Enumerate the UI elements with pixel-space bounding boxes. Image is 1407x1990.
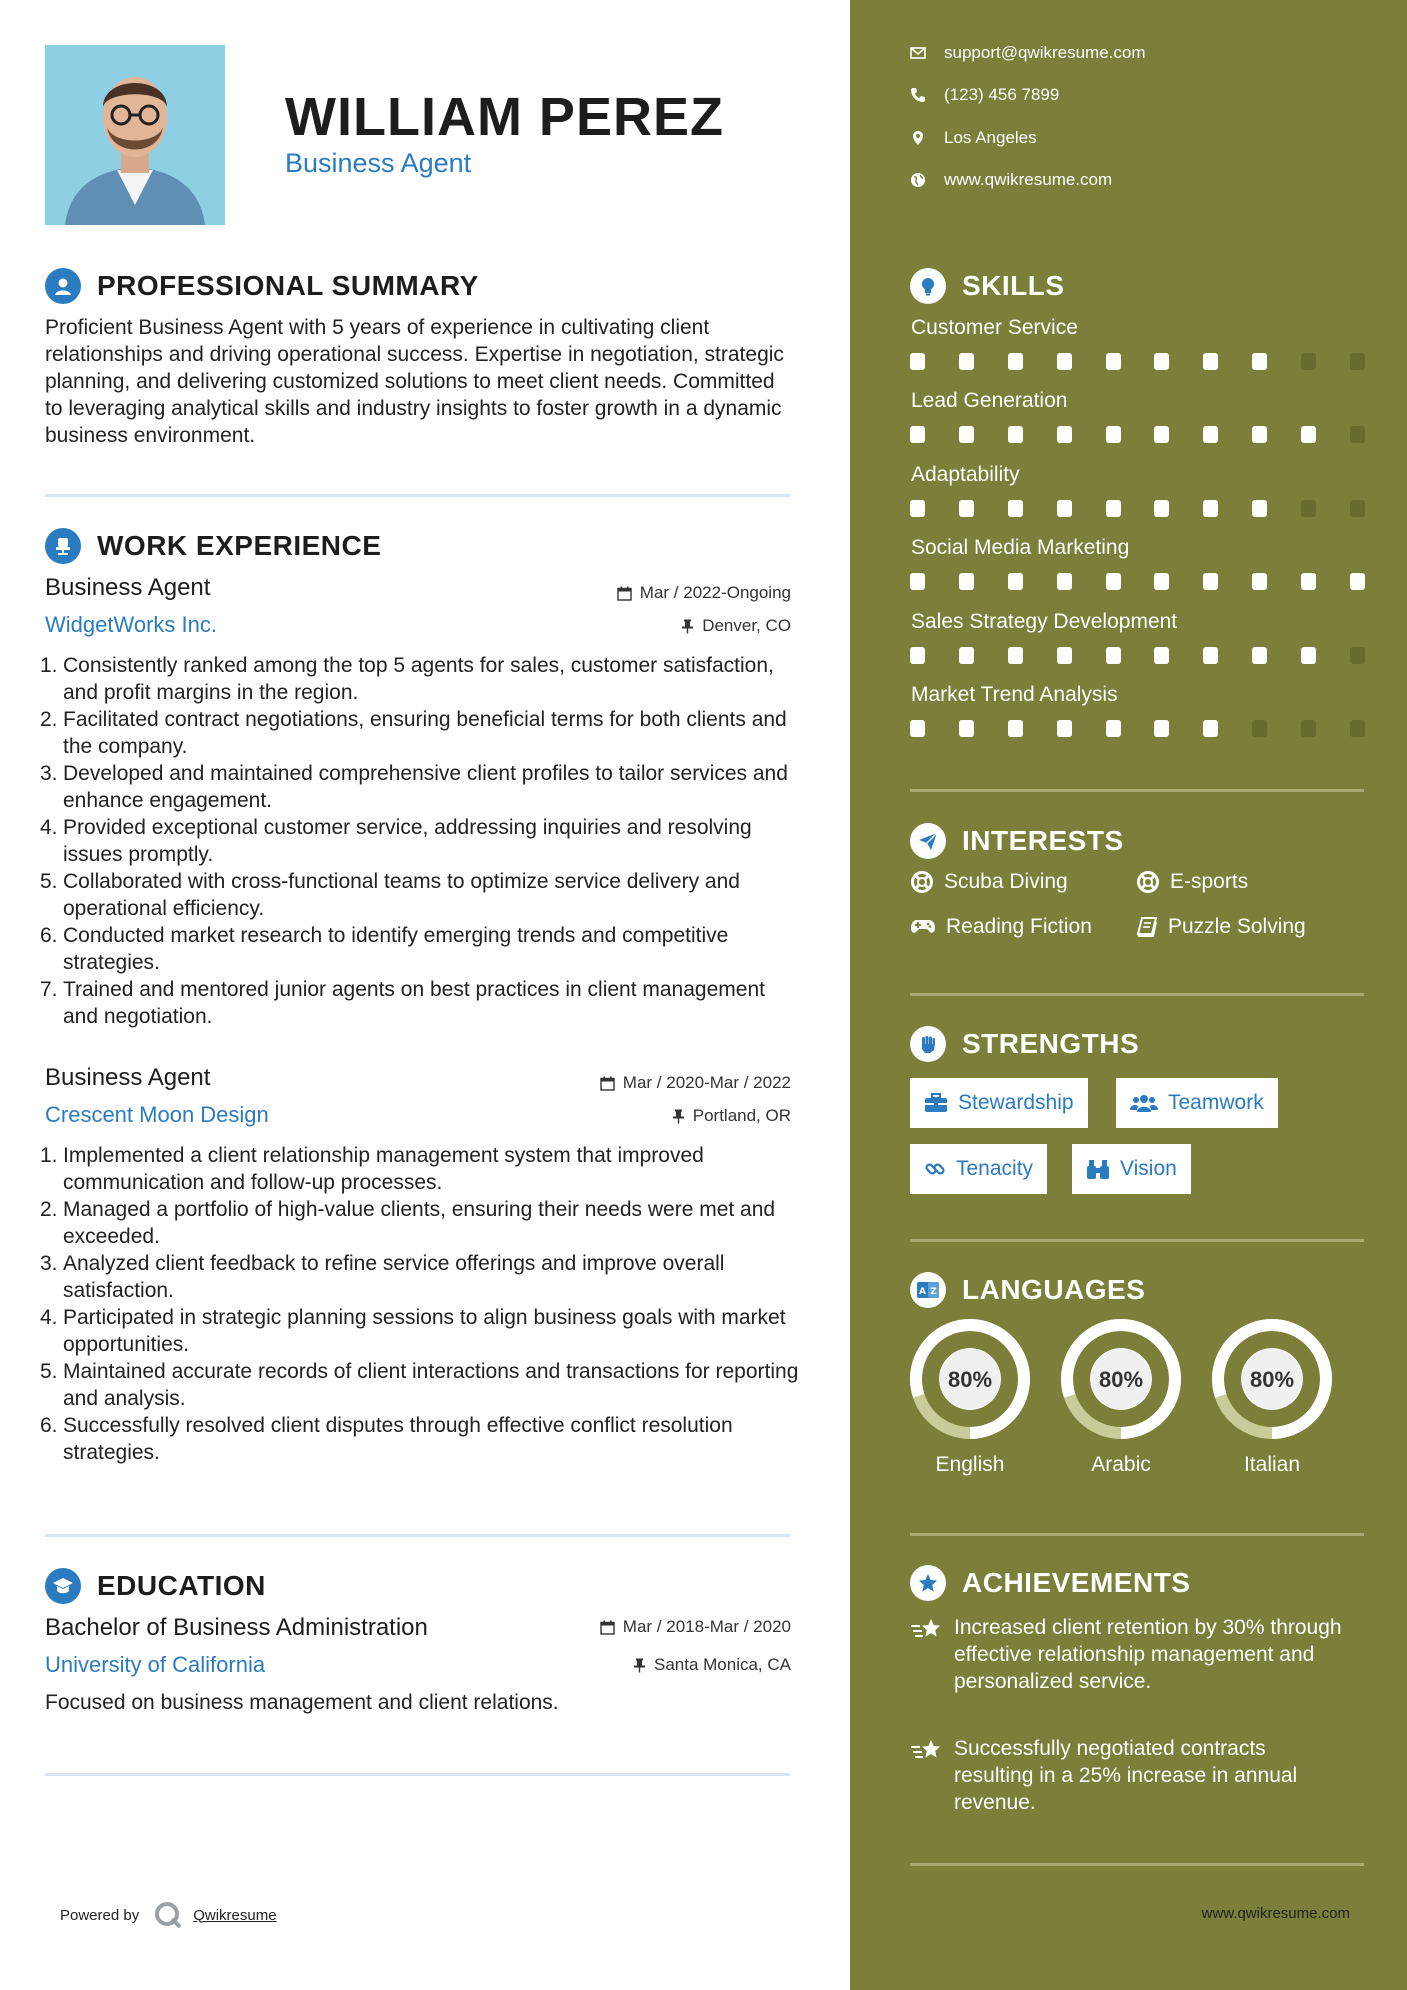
contact-email — [910, 43, 1146, 63]
education-date — [600, 1617, 791, 1637]
profile-photo — [45, 45, 225, 225]
skill-dot — [1203, 353, 1218, 370]
envelope-icon — [910, 46, 926, 60]
list-item: 6. Conducted market research to identify emerging trends and competitive strategies. — [40, 924, 729, 974]
interest-label: Reading Fiction — [946, 915, 1092, 938]
skill-name: Market Trend Analysis — [911, 683, 1118, 706]
skill-name: Customer Service — [911, 316, 1078, 339]
skill-dot — [1008, 647, 1023, 664]
job-location — [672, 1106, 791, 1126]
skill-dot — [1154, 500, 1169, 517]
skill-dot — [1252, 426, 1267, 443]
interest-item — [1136, 915, 1306, 939]
interest-label: E-sports — [1170, 870, 1249, 893]
achievement-item — [910, 1735, 1350, 1816]
gamepad-icon — [910, 918, 936, 936]
fist-icon — [910, 1026, 946, 1062]
skill-dot — [1008, 426, 1023, 443]
strength-chip — [1072, 1144, 1191, 1194]
contact-phone-text: (123) 456 7899 — [944, 85, 1060, 104]
life-ring-icon — [1136, 870, 1160, 894]
contact-location — [910, 128, 1037, 148]
contact-location-text: Los Angeles — [944, 128, 1037, 147]
contact-email-text[interactable]: support@qwikresume.com — [944, 43, 1146, 62]
skill-dot — [910, 353, 925, 370]
skills-title: SKILLS — [962, 270, 1065, 301]
language-ring — [1210, 1317, 1334, 1446]
strength-chip — [910, 1078, 1088, 1128]
interest-label: Scuba Diving — [944, 870, 1068, 893]
skill-dot — [1301, 426, 1316, 443]
education-date-text: Mar / 2018-Mar / 2020 — [622, 1617, 791, 1636]
skill-dot — [959, 720, 974, 737]
skill-name: Lead Generation — [911, 389, 1068, 412]
calendar-icon — [617, 586, 632, 601]
skill-dot — [1008, 353, 1023, 370]
book-icon — [1136, 916, 1158, 938]
divider — [45, 1534, 790, 1537]
skill-dot — [1301, 500, 1316, 517]
briefcase-icon — [924, 1093, 948, 1113]
summary-title: PROFESSIONAL SUMMARY — [97, 270, 479, 301]
svg-text:A: A — [919, 1287, 926, 1297]
school-name: University of California — [45, 1652, 266, 1677]
binoculars-icon — [1086, 1158, 1110, 1180]
list-item: 6. Successfully resolved client disputes through effective conflict resolution strategies. — [40, 1414, 733, 1464]
contact-website — [910, 170, 1112, 190]
skill-dot — [1301, 647, 1316, 664]
skill-rating — [910, 647, 1365, 664]
skill-dot — [910, 647, 925, 664]
shooting-star-icon — [910, 1737, 944, 1765]
list-item: 3. Analyzed client feedback to refine service offerings and improve overall satisfaction. — [40, 1252, 725, 1302]
skill-dot — [1057, 500, 1072, 517]
skill-rating — [910, 426, 1365, 443]
achievement-text: Successfully negotiated contracts resulting in a 25% increase in annual revenue. — [954, 1737, 1298, 1814]
shooting-star-icon — [910, 1616, 944, 1644]
education-location-text: Santa Monica, CA — [653, 1655, 791, 1674]
skill-dot — [910, 426, 925, 443]
link-icon — [924, 1158, 946, 1180]
skill-dot — [910, 573, 925, 590]
candidate-name: WILLIAM PEREZ — [285, 87, 724, 147]
divider — [910, 789, 1364, 792]
skill-dot — [1301, 720, 1316, 737]
degree-name: Bachelor of Business Administration — [45, 1614, 428, 1641]
skill-dot — [1203, 720, 1218, 737]
skill-dot — [1106, 647, 1121, 664]
skill-dot — [1203, 426, 1218, 443]
skill-dot — [1057, 573, 1072, 590]
calendar-icon — [600, 1620, 615, 1635]
divider — [910, 1239, 1364, 1242]
skill-dot — [910, 720, 925, 737]
graduation-cap-icon — [45, 1568, 81, 1604]
paper-plane-icon — [910, 823, 946, 859]
skill-name: Sales Strategy Development — [911, 610, 1178, 633]
skills-header — [910, 268, 1065, 304]
users-icon — [1130, 1093, 1158, 1113]
skill-rating — [910, 353, 1365, 370]
pin-icon — [672, 1109, 685, 1124]
skill-dot — [1252, 647, 1267, 664]
interest-item — [910, 870, 1068, 894]
language-progress-ring — [908, 1317, 1032, 1441]
divider — [910, 1533, 1364, 1536]
phone-icon — [910, 87, 926, 103]
skill-dot — [1154, 426, 1169, 443]
qwikresume-link[interactable]: Qwikresume — [193, 1906, 277, 1924]
skill-dot — [1008, 573, 1023, 590]
skill-dot — [910, 500, 925, 517]
skill-dot — [1301, 353, 1316, 370]
user-icon — [45, 268, 81, 304]
education-header — [45, 1568, 266, 1604]
skill-dot — [1350, 647, 1365, 664]
company-name: WidgetWorks Inc. — [45, 612, 217, 637]
contact-website-text[interactable]: www.qwikresume.com — [944, 170, 1113, 189]
list-item: 2. Managed a portfolio of high-value clients, ensuring their needs were met and exceeded. — [40, 1198, 776, 1248]
chair-icon — [45, 528, 81, 564]
interest-item — [910, 915, 1092, 939]
job-bullets — [40, 652, 800, 1030]
strengths-header — [910, 1026, 1139, 1062]
job-location-text: Portland, OR — [692, 1106, 791, 1125]
divider — [910, 993, 1364, 996]
language-name: Arabic — [1091, 1453, 1151, 1476]
company-name: Crescent Moon Design — [45, 1102, 269, 1127]
divider — [45, 494, 790, 497]
pin-icon — [633, 1658, 646, 1673]
list-item: 3. Developed and maintained comprehensive client profiles to tailor services and enhance engagement. — [40, 762, 788, 812]
education-location — [633, 1655, 791, 1675]
job-date-text: Mar / 2020-Mar / 2022 — [622, 1073, 791, 1092]
list-item: 1. Consistently ranked among the top 5 agents for sales, customer satisfaction, and profit margins in the region. — [40, 654, 774, 704]
skill-dot — [1252, 500, 1267, 517]
skill-dot — [959, 647, 974, 664]
skill-dot — [1252, 353, 1267, 370]
skill-dot — [1057, 426, 1072, 443]
skill-dot — [1008, 500, 1023, 517]
skill-dot — [1154, 647, 1169, 664]
education-title: EDUCATION — [97, 1570, 266, 1601]
skill-rating — [910, 720, 1365, 737]
powered-by-label: Powered by — [60, 1906, 140, 1924]
interest-item — [1136, 870, 1248, 894]
skill-dot — [1203, 647, 1218, 664]
skill-dot — [959, 353, 974, 370]
list-item: 1. Implemented a client relationship management system that improved communication and follow-up processes. — [40, 1144, 704, 1194]
skill-dot — [1106, 573, 1121, 590]
interests-header — [910, 823, 1124, 859]
experience-header — [45, 528, 381, 564]
job-date — [617, 583, 791, 603]
skill-dot — [1252, 720, 1267, 737]
list-item: 2. Facilitated contract negotiations, ensuring beneficial terms for both clients and the company. — [40, 708, 787, 758]
language-progress-ring — [1210, 1317, 1334, 1441]
language-percent: 80% — [1249, 1367, 1295, 1392]
skill-dot — [1301, 573, 1316, 590]
list-item: 5. Collaborated with cross-functional teams to optimize service delivery and operational efficiency. — [40, 870, 740, 920]
achievement-item — [910, 1614, 1350, 1695]
languages-header — [910, 1272, 1145, 1308]
experience-title: WORK EXPERIENCE — [97, 530, 382, 561]
skill-dot — [959, 426, 974, 443]
calendar-icon — [600, 1076, 615, 1091]
list-item: 7. Trained and mentored junior agents on best practices in client management and negotiation. — [40, 978, 765, 1028]
strength-chip — [910, 1144, 1047, 1194]
skill-name: Adaptability — [911, 463, 1020, 486]
skill-dot — [1057, 353, 1072, 370]
job-date-text: Mar / 2022-Ongoing — [639, 583, 791, 602]
star-icon — [910, 1565, 946, 1601]
interests-title: INTERESTS — [962, 825, 1124, 856]
strength-label: Tenacity — [956, 1157, 1034, 1180]
summary-header — [45, 268, 479, 304]
skill-dot — [1154, 353, 1169, 370]
language-percent: 80% — [947, 1367, 993, 1392]
skill-dot — [1154, 720, 1169, 737]
language-name: Italian — [1243, 1453, 1301, 1476]
divider — [910, 1863, 1364, 1866]
language-percent: 80% — [1098, 1367, 1144, 1392]
job-title: Business Agent — [45, 1064, 211, 1091]
strength-label: Stewardship — [958, 1091, 1074, 1114]
skill-rating — [910, 573, 1365, 590]
list-item: 4. Participated in strategic planning sessions to align business goals with market opportunities. — [40, 1306, 786, 1356]
education-description: Focused on business management and client relations. — [45, 1691, 559, 1714]
skill-dot — [1350, 353, 1365, 370]
qwikresume-logo-icon — [153, 1900, 183, 1930]
skill-dot — [1203, 573, 1218, 590]
language-icon — [910, 1272, 946, 1308]
job-location-text: Denver, CO — [702, 616, 791, 635]
skill-dot — [1106, 353, 1121, 370]
strengths-title: STRENGTHS — [962, 1028, 1140, 1059]
language-progress-ring — [1059, 1317, 1183, 1441]
list-item: 4. Provided exceptional customer service, addressing inquiries and resolving issues promptly. — [40, 816, 752, 866]
language-name: English — [935, 1453, 1005, 1476]
skill-rating — [910, 500, 1365, 517]
job-bullets — [40, 1142, 800, 1466]
summary-text: Proficient Business Agent with 5 years of experience in cultivating client relationships and driving operational success. Expertise in negotiation, strategic planning, and delivering customized solutions to meet client needs. Committed to leveraging analytical skills and industry insights to foster growth in a dynamic business environment. — [45, 316, 784, 447]
pin-icon — [681, 619, 694, 634]
skill-dot — [1350, 573, 1365, 590]
strength-label: Teamwork — [1168, 1091, 1264, 1114]
skill-dot — [1008, 720, 1023, 737]
divider — [45, 1773, 790, 1776]
job-location — [681, 616, 791, 636]
life-ring-icon — [910, 870, 934, 894]
languages-title: LANGUAGES — [962, 1274, 1146, 1305]
skill-dot — [1350, 426, 1365, 443]
achievement-text: Increased client retention by 30% through effective relationship management and personalized service. — [954, 1616, 1342, 1693]
interest-label: Puzzle Solving — [1168, 915, 1306, 938]
skill-dot — [1203, 500, 1218, 517]
achievements-header — [910, 1565, 1190, 1601]
achievements-title: ACHIEVEMENTS — [962, 1567, 1191, 1598]
powered-by — [60, 1900, 277, 1930]
skill-dot — [1106, 720, 1121, 737]
map-marker-icon — [910, 130, 926, 146]
list-item: 5. Maintained accurate records of client interactions and transactions for reporting and analysis. — [40, 1360, 799, 1410]
skill-dot — [959, 500, 974, 517]
skill-dot — [1057, 720, 1072, 737]
svg-text:Z: Z — [930, 1287, 937, 1297]
skill-dot — [959, 573, 974, 590]
skill-dot — [1057, 647, 1072, 664]
contact-phone — [910, 85, 1059, 105]
globe-icon — [910, 172, 926, 188]
candidate-role: Business Agent — [285, 148, 472, 178]
strength-chip — [1116, 1078, 1278, 1128]
strength-label: Vision — [1120, 1157, 1177, 1180]
job-title: Business Agent — [45, 574, 211, 601]
skill-dot — [1252, 573, 1267, 590]
language-ring — [1059, 1317, 1183, 1446]
language-ring — [908, 1317, 1032, 1446]
skill-dot — [1350, 500, 1365, 517]
skill-dot — [1106, 500, 1121, 517]
skill-name: Social Media Marketing — [911, 536, 1130, 559]
footer-url[interactable]: www.qwikresume.com — [1201, 1905, 1350, 1922]
lightbulb-icon — [910, 268, 946, 304]
skill-dot — [1350, 720, 1365, 737]
skill-dot — [1154, 573, 1169, 590]
skill-dot — [1106, 426, 1121, 443]
job-date — [600, 1073, 791, 1093]
